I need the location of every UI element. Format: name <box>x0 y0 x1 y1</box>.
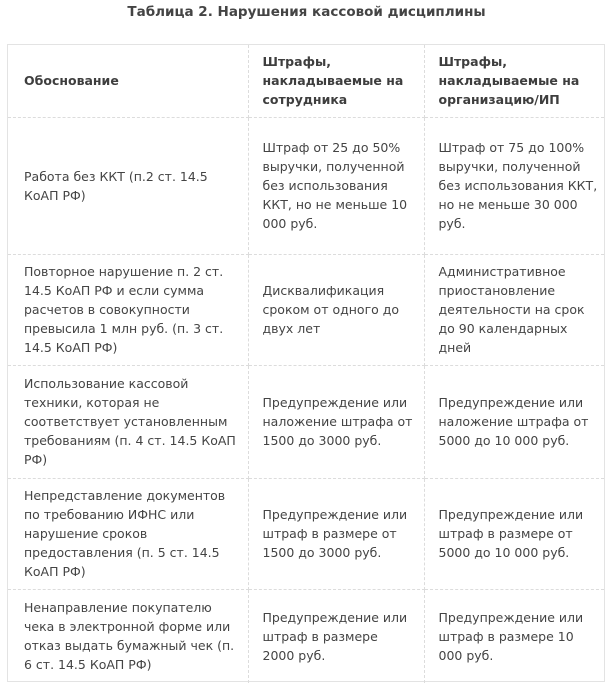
cell-basis: Непредставление документов по требованию ИФНС или нарушение сроков предоставления (п. 5 ст. 14.5 КоАП РФ) <box>8 478 248 589</box>
cell-employee-fine: Предупреждение или штраф в размере от 1500 до 3000 руб. <box>248 478 424 589</box>
table-caption: Таблица 2. Нарушения кассовой дисциплины <box>127 4 486 20</box>
cell-employee-fine: Дисквалификация сроком от одного до двух лет <box>248 254 424 365</box>
cell-organization-fine: Административное приостановление деятельности на срок до 90 календарных дней <box>424 254 604 365</box>
table-row <box>8 365 604 478</box>
header-basis: Обоснование <box>8 45 248 117</box>
cell-basis: Использование кассовой техники, которая не соответствует установленным требованиям (п. 4 ст. 14.5 КоАП РФ) <box>8 365 248 478</box>
cell-organization-fine: Предупреждение или штраф в размере от 5000 до 10 000 руб. <box>424 478 604 589</box>
violations-table <box>7 44 605 682</box>
table-row <box>8 254 604 365</box>
header-organization-fines: Штрафы, накладываемые на организацию/ИП <box>424 45 604 117</box>
table-row <box>8 478 604 589</box>
cell-organization-fine: Предупреждение или наложение штрафа от 5000 до 10 000 руб. <box>424 365 604 478</box>
cell-basis: Повторное нарушение п. 2 ст. 14.5 КоАП РФ и если сумма расчетов в совокупности превысила 1 млн руб. (п. 3 ст. 14.5 КоАП РФ) <box>8 254 248 365</box>
cell-basis: Ненаправление покупателю чека в электронной форме или отказ выдать бумажный чек (п. 6 ст. 14.5 КоАП РФ) <box>8 589 248 683</box>
cell-employee-fine: Предупреждение или наложение штрафа от 1500 до 3000 руб. <box>248 365 424 478</box>
cell-employee-fine: Предупреждение или штраф в размере 2000 руб. <box>248 589 424 683</box>
cell-employee-fine: Штраф от 25 до 50% выручки, полученной без использования ККТ, но не меньше 10 000 руб. <box>248 117 424 254</box>
table-row <box>8 117 604 254</box>
table-header-row <box>8 45 604 117</box>
cell-organization-fine: Штраф от 75 до 100% выручки, полученной без использования ККТ, но не меньше 30 000 руб. <box>424 117 604 254</box>
header-employee-fines: Штрафы, накладываемые на сотрудника <box>248 45 424 117</box>
table-row <box>8 589 604 683</box>
cell-basis: Работа без ККТ (п.2 ст. 14.5 КоАП РФ) <box>8 117 248 254</box>
cell-organization-fine: Предупреждение или штраф в размере 10 000 руб. <box>438 609 584 663</box>
